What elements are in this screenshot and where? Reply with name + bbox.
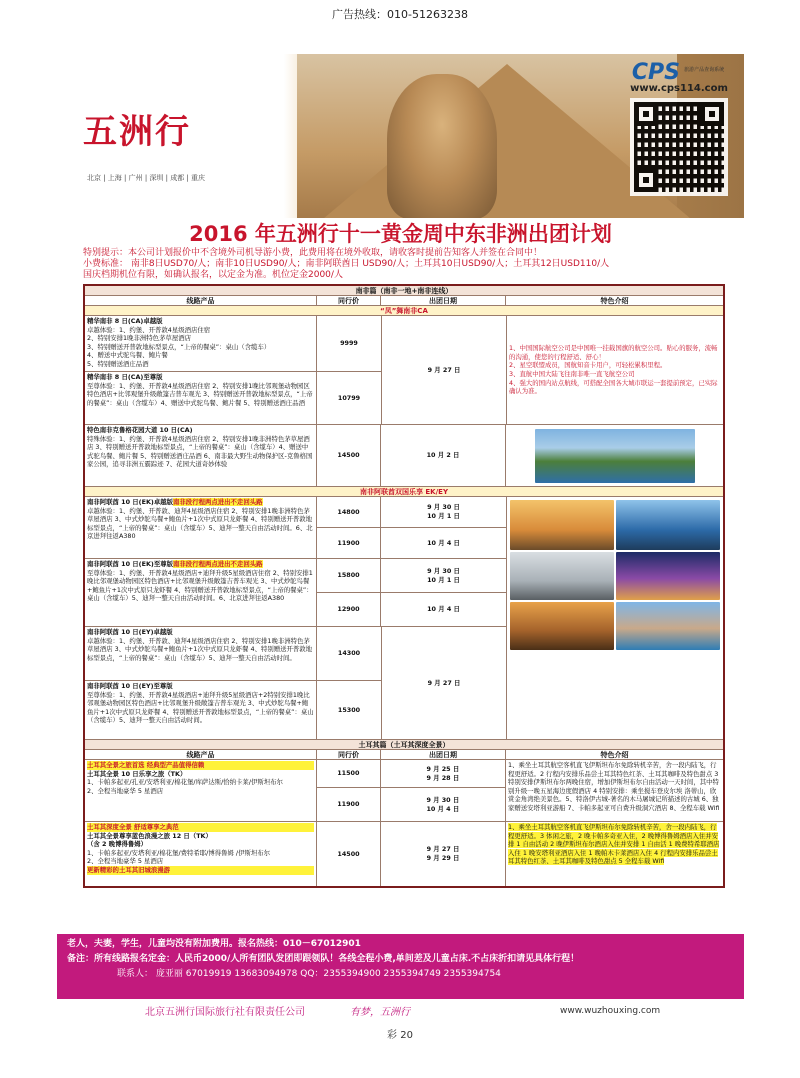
promo-tag: 土耳其全景之旅首选 经典型产品值得信赖 [87,761,314,770]
cape-photo [616,500,720,550]
price-cell: 11500 [317,760,381,787]
airline-ca-header: “凤”舞南非CA [85,306,723,316]
company-url: www.wuzhouxing.com [560,1005,661,1016]
date-cell: 9 月 27 日 [427,678,461,687]
route-detail: 卓越体验：1、约堡、开普敦4星级酒店住宿 2、特别安排1晚非洲特色茅草屋酒店 3、特别赠送开普敦地标型景点，“上帝的餐桌”：桌山（含缆车） 4、赠送中式驼鸟餐、鲍片餐 5、特别赠送酒庄品酒 [87,325,271,368]
qr-code-icon [630,98,728,196]
penguin-photo [510,552,614,600]
lion-photo [510,602,614,650]
footer-banner [57,934,744,997]
notice-line: 小费标准： 南非8日USD70/人；南非10日USD90/人；南非阿联酋日 USD90/人；土耳其10日USD90/人；土耳其12日USD110/人 [83,259,610,269]
route-title: 南非阿联酋 10 日(EK)卓越版 [87,498,174,506]
table-row [85,822,723,886]
route-detail: 至尊体验：1、约堡、开普敦4星级酒店+迪拜升级5星级酒店+2特别安排1晚比邻观堡动物园区特色酒店+比邻观堡升级敞篷吉普车观光 3、中式炒鸵鸟餐+鲍鱼片+1次中式原只龙虾餐 4、特别赠送开普敦地标型景点，“上帝的餐桌”：桌山（含缆车）5、迪拜一整天自由活动时间。 [87,690,314,725]
promo-tag: 更新精彩的土耳其旧城浪漫游 [87,866,314,875]
feature-text: 1、乘坐土耳其航空客机直飞伊斯坦布尔免除转机辛苦，舍一段内陆飞，行程更舒适。3 体闲之旅，2 晚卡帕多奇亚入住，2 晚博得鲁姆酒店入住并安排 1 自由活动 2 晚伊斯坦布尔酒店入住并安排 1 自由活 1 晚费特希耶酒店入住 1 晚安塔利亚酒店入住 1 晚帕木卡莱酒店入住 4 行程内安排乐品尝土耳其特色红茶、土耳其咖啡及特色甜点 5 全程车载 Wifi [508,823,720,866]
route-detail: 卓越体验：1、约堡、开普敦、迪拜4星级酒店住宿 2、特别安排1晚非洲特色茅草屋酒店 3、中式炒鸵鸟餐+鲍鱼片+1次中式原只龙虾餐 4、特别赠送开普敦地标型景点，“上帝的餐桌”：桌山（含缆车）5、迪拜一整天自由活动时间。6、北京进拜往返A380 [87,506,313,541]
cps-logo: CPS [631,60,680,85]
table-row [85,425,723,487]
contact-line: 联系人： 庞亚丽 67019919 13683094978 QQ：2355394900 2355394749 2355394754 [117,969,501,979]
col-feature: 特色介绍 [600,297,629,305]
column-headers: 线路产品 同行价 出团日期 特色介绍 [85,750,723,760]
footer-line-1: 老人，夫妻，学生，儿童均没有附加费用。报名热线：010－67012901 [67,939,361,949]
route-title: 南非阿联酋 10 日(EY)至尊版 [87,682,173,690]
date-cell: 10 月 4 日 [427,538,460,547]
date-cell: 9 月 30 日 10 月 1 日 [427,566,460,584]
promo-tag: 南非段行程两点进出不走回头路 [173,560,263,568]
section-header-south-africa: 南非篇（南非一地+南非连线） [85,286,723,296]
dubai-photo [616,552,720,600]
sphinx-image [387,74,497,218]
price-cell: 14300 [337,649,361,658]
promo-tag: 南非段行程两点进出不走回头路 [173,498,263,506]
garden-route-photo [535,429,695,483]
route-detail: 卓越体验：1、约堡、开普敦、迪拜4星级酒店住宿 2、特别安排1晚非洲特色茅草屋酒店 3、中式炒鸵鸟餐+鲍鱼片+1次中式原只龙虾餐 4、特别赠送开普敦地标型景点，“上帝的餐桌”：桌山（含缆车）5、迪拜一整天自由活动时间。 [87,636,313,662]
company-name: 北京五洲行国际旅行社有限责任公司 [145,1007,305,1018]
route-detail: 1、卡帕多起亚/安塔利亚/棉花堡/费特希耶/博得鲁姆 /伊斯坦布尔 2、全程当地豪华 5 星酒店 [87,848,271,866]
route-title: 精华南非 8 日(CA)卓越版 [87,317,163,325]
col-date: 出团日期 [381,296,506,305]
notice-line: 特别提示：本公司计划报价中不含境外司机导游小费，此费用将在境外收取，请收客时提前告知客人并签在合同中！ [83,248,543,258]
date-cell: 9 月 25 日 9 月 28 日 [426,764,460,782]
route-title: 特色南非克鲁格花园大道 10 日(CA) [87,426,193,434]
price-cell: 9999 [340,339,358,348]
brand-cities: 北京 | 上海 | 广州 | 深圳 | 成都 | 重庆 [87,174,206,182]
date-cell: 10 月 2 日 [381,425,506,486]
date-cell: 9 月 30 日 10 月 1 日 [427,503,460,520]
company-slogan: 有梦，五洲行 [350,1007,410,1018]
route-title: 精华南非 8 日(CA)至尊版 [87,373,163,381]
route-title: 南非阿联酋 10 日(EY)卓越版 [87,628,173,636]
page-title: 2016 年五洲行十一黄金周中东非洲出团计划 [189,222,612,246]
route-detail: 1、卡帕多起亚/孔亚/安塔利亚/棉花堡/库萨达斯/恰纳卡莱/伊斯坦布尔 2、全程当地豪华 5 星酒店 [87,778,283,795]
route-title: 南非阿联酋 10 日(EK)至尊版 [87,560,174,568]
footer-line-2: 备注：所有线路报名定金：人民币2000/人所有团队发团即跟领队！各线全程小费,单间差及儿童占床.不占床折扣请见具体行程！ [67,954,580,964]
price-cell: 11900 [317,788,381,821]
route-title: 土耳其全景尊享蓝色浪漫之旅 12 日（TK） [87,831,212,840]
date-cell: 10 月 4 日 [427,605,460,614]
notice-block [57,248,744,281]
col-product: 线路产品 [85,296,317,305]
cps-block [620,60,738,196]
cps-url: www.cps114.com [630,83,728,94]
route-detail: 特殊体验：1、约堡、开普敦4星级酒店住宿 2、特别安排1晚非洲特色茅草屋酒店 3、特别赠送开普敦地标型景点，“上帝的餐桌”：桌山（含缆车）4、赠送中式驼鸟餐、鲍片餐 5、特别赠送酒庄品酒 6、南非最大野生动物保护区-克鲁格国家公园，追寻非洲五霸踪迹 7、花园大道奇妙体验 [87,434,313,469]
price-cell: 10799 [337,393,361,402]
section-header-turkey: 土耳其篇（土耳其深度全景） [85,740,723,750]
col-price: 同行价 [317,296,381,305]
cps-subtitle: 旅游产品查询系统 [684,67,725,73]
company-bar [57,997,744,1022]
price-cell: 11900 [317,528,381,558]
page-number: 彩 20 [387,1030,413,1041]
atlantis-photo [616,602,720,650]
price-cell: 12900 [317,593,381,626]
giraffe-photo [510,500,614,550]
price-cell: 14500 [317,822,381,886]
column-headers [85,296,723,306]
table-row [85,316,723,425]
date-cell: 9 月 27 日 [382,316,507,424]
wuzhouxing-logo: 五洲行 [83,112,191,152]
price-cell: 14500 [317,425,381,486]
ad-hotline: 广告热线：010-51263238 [332,8,468,21]
route-detail: 至尊体验：1、约堡、开普敦4星级酒店住宿 2、特别安排1晚比邻观堡动物园区特色酒店+比邻观堡升级敞篷吉普车观光 3、特别赠送开普敦地标型景点，“上帝的餐桌”：桌山（含缆车）4、赠送中式驼鸟餐、鲍片餐 5、特别赠送酒庄品酒 [87,381,313,407]
route-subtitle: （含 2 晚博得鲁姆） [87,840,148,849]
route-detail: 至尊体验：1、约堡、开普敦4星级酒店+迪拜升级5星级酒店住宿 2、特别安排1晚比邻观堡动物园区特色酒店+比邻观堡升级敞篷吉普车观光 3、中式炒鸵鸟餐+鲍鱼片+1次中式原只龙虾餐 4、特别赠送开普敦地标型景点，“上帝的餐桌”：桌山（含缆车）5、迪拜一整天自由活动时间。6、北京进拜往返A380 [87,568,313,603]
table-row [85,760,723,822]
notice-line: 国庆档期机位有限，如确认报名，以定金为准。机位定金2000/人 [83,270,343,280]
airline-ek-ey-header: 南非阿联酋双国乐享 EK/EY [85,487,723,497]
advert-page [57,54,744,1022]
table-row [85,497,723,740]
price-cell: 15300 [337,705,361,714]
itinerary-table [83,284,725,888]
photo-collage [507,497,723,739]
price-cell: 15800 [317,559,381,592]
route-title: 土耳其全景 10 日乐享之旅（TK） [87,769,187,778]
price-cell: 14800 [317,497,381,527]
banner [57,54,744,218]
feature-text: 1、乘坐土耳其航空客机直飞伊斯坦布尔免除转机辛苦，舍一段内陆飞，行程更舒适。2 行程内安排乐品尝土耳其特色红茶、土耳其咖啡及特色甜点 3 特别安排伊斯坦布尔两晚住宿，增加伊斯坦布尔自由活动一天时间，其中特别升级一晚五星海边度假酒店 4 特别安排：乘坐搅车登皮尔埃 洛蒂山，欣赏金角湾绝美景色。5、特洛伊古城-著名的木马屠城记所描述的古城 6、独家赠送安塔利亚游船 7、卡帕多起亚可自费升级洞穴酒店 8、全程车载 Wifi [508,761,720,812]
date-cell: 9 月 30 日 10 月 4 日 [426,795,460,813]
feature-text: 1、中国国际航空公司是中国唯一挂载国旗的航空公司。贴心的服务，流畅的沟通，使您的行程舒适、舒心！ 2、星空联盟成员，国航知音卡用户，可轻松累积里程。 3、直航中国大陆飞往南非唯一直飞航空公司 4、强大的国内站点航线，可搭配全国各大城市联运一套提前预定，已实际确认为准。 [509,344,718,396]
date-cell: 9 月 27 日 9 月 29 日 [381,822,506,886]
promo-tag: 土耳其深度全景 舒适尊享之典范 [87,823,314,832]
